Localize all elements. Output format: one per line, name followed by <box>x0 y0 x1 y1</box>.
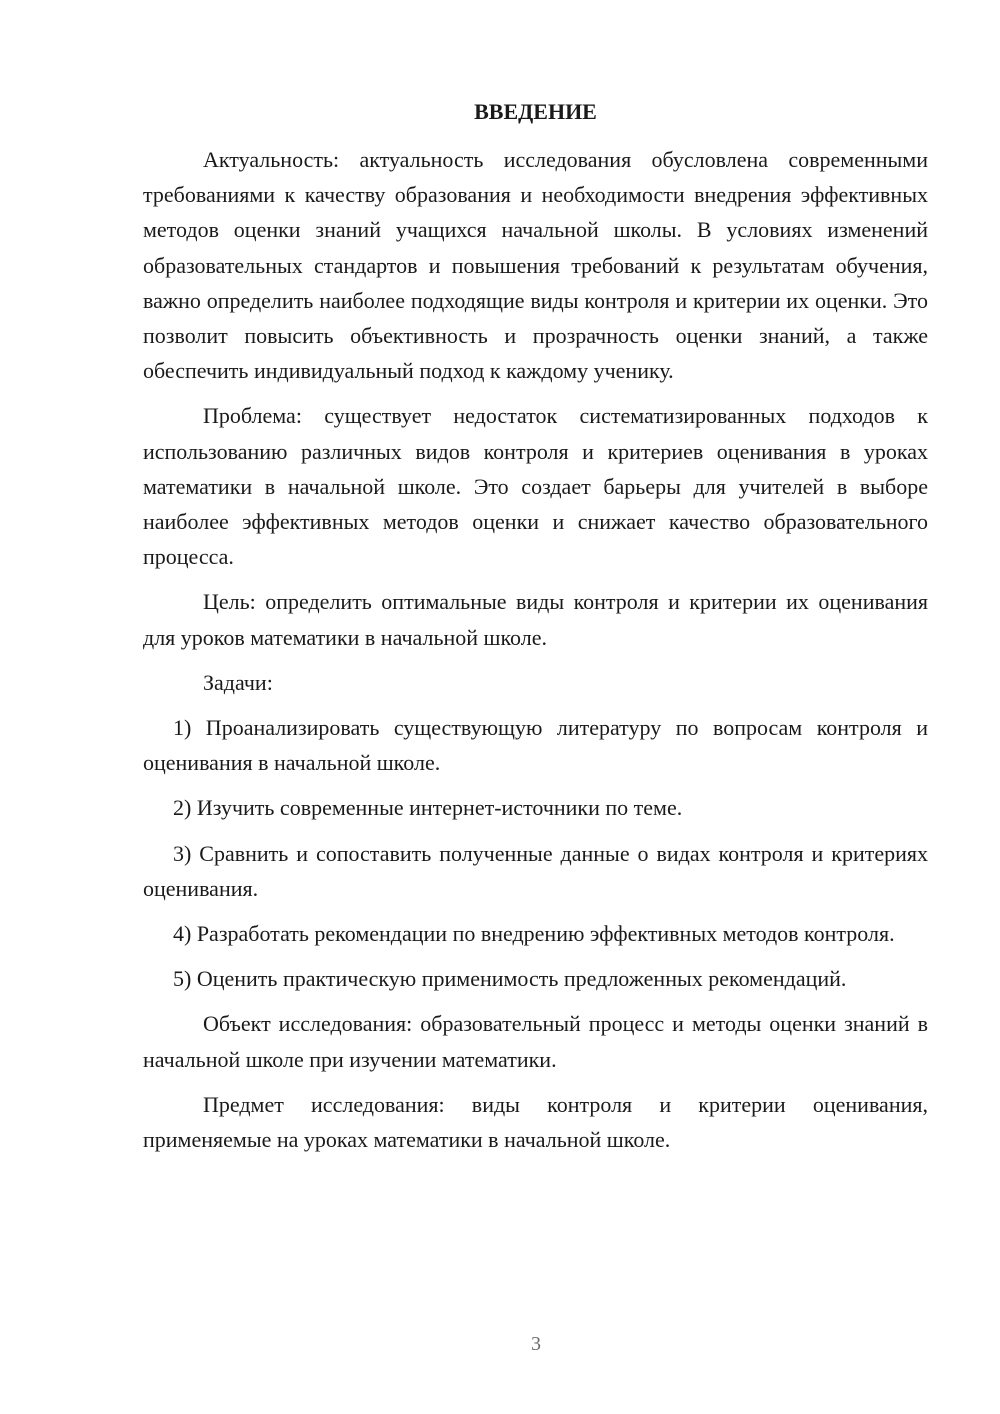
tasks-label: Задачи: <box>203 669 273 695</box>
page-content <box>143 94 928 1167</box>
task-item-3: 3) Сравнить и сопоставить полученные данные о видах контроля и критериях оценивания. <box>143 840 928 901</box>
page-number: 3 <box>531 1333 541 1355</box>
paragraph-subject: Предмет исследования: виды контроля и критерии оценивания, применяемые на уроках математики в начальной школе. <box>143 1091 928 1153</box>
page-title: ВВЕДЕНИЕ <box>474 99 597 124</box>
paragraph-problem: Проблема: существует недостаток систематизированных подходов к использованию различных видов контроля и критериев оценивания в уроках математики в начальной школе. Это создает барьеры для учителей в выборе наиболее эффективных методов оценки и снижает качество образовательного процесса. <box>143 403 928 570</box>
task-item-2: 2) Изучить современные интернет-источники по теме. <box>173 795 683 821</box>
paragraph-relevance: Актуальность: актуальность исследования обусловлена современными требованиями к качеству образования и необходимости внедрения эффективных методов оценки знаний учащихся начальной школы. В условиях изменений образовательных стандартов и повышения требований к результатам обучения, важно определить наиболее подходящие виды контроля и критерии их оценки. Это позволит повысить объективность и прозрачность оценки знаний, а также обеспечить индивидуальный подход к каждому ученику. <box>143 147 928 384</box>
task-item-1: 1) Проанализировать существующую литературу по вопросам контроля и оценивания в начальной школе. <box>143 715 928 776</box>
task-item-4: 4) Разработать рекомендации по внедрению эффективных методов контроля. <box>173 921 895 947</box>
paragraph-object: Объект исследования: образовательный процесс и методы оценки знаний в начальной школе при изучении математики. <box>143 1011 928 1072</box>
task-item-5: 5) Оценить практическую применимость предложенных рекомендаций. <box>173 966 847 992</box>
tasks-list <box>143 710 928 996</box>
paragraph-goal: Цель: определить оптимальные виды контроля и критерии их оценивания для уроков математики в начальной школе. <box>143 589 928 650</box>
